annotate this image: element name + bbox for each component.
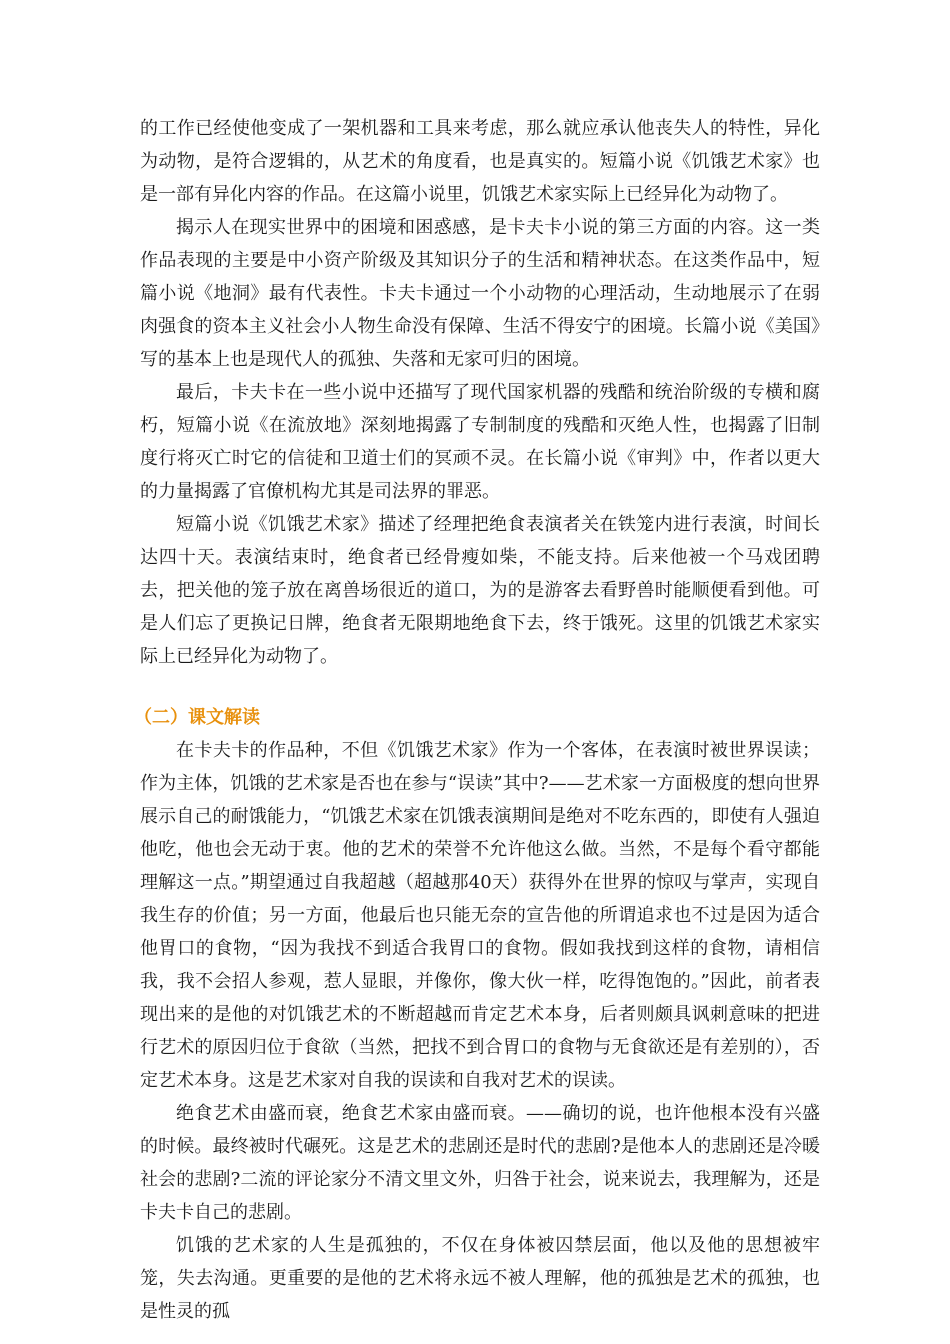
paragraph-misreading: 在卡夫卡的作品种，不但《饥饿艺术家》作为一个客体，在表演时被世界误读；作为主体，饥饿的艺术家是否也在参与“误读”其中?——艺术家一方面极度的想向世界展示自己的耐饿能力，“饥饿艺术家在饥饿表演期间是绝对不吃东西的，即使有人强迫他吃，他也会无动于衷。他的艺术的荣誉不允许他这么做。当然，不是每个看守都能理解这一点。”期望通过自我超越（超越那40天）获得外在世界的惊叹与掌声，实现自我生存的价值；另一方面，他最后也只能无奈的宣告他的所谓追求也不过是因为适合他胃口的食物，“因为我找不到适合我胃口的食物。假如我找到这样的食物，请相信我，我不会招人参观，惹人显眼，并像你，像大伙一样，吃得饱饱的。”因此，前者表现出来的是他的对饥饿艺术的不断超越而肯定艺术本身，后者则颇具讽刺意味的把进行艺术的原因归位于食欲（当然，把找不到合胃口的食物与无食欲还是有差别的），否定艺术本身。这是艺术家对自我的误读和自我对艺术的误读。 [140, 740, 820, 1091]
paragraph-loneliness: 饥饿的艺术家的人生是孤独的，不仅在身体被囚禁层面，他以及他的思想被牢笼，失去沟通。更重要的是他的艺术将永远不被人理解，他的孤独是艺术的孤独，也是性灵的孤 [140, 1235, 820, 1322]
document-page [134, 112, 820, 1328]
paragraph-tragedy: 绝食艺术由盛而衰，绝食艺术家由盛而衰。——确切的说，也许他根本没有兴盛的时候。最终被时代碾死。这是艺术的悲剧还是时代的悲剧?是他本人的悲剧还是冷暖社会的悲剧?二流的评论家分不清文里文外，归咎于社会，说来说去，我理解为，还是卡夫卡自己的悲剧。 [140, 1103, 820, 1223]
paragraph-alienation-continued: 的工作已经使他变成了一架机器和工具来考虑，那么就应承认他丧失人的特性，异化为动物，是符合逻辑的，从艺术的角度看，也是真实的。短篇小说《饥饿艺术家》也是一部有异化内容的作品。在这篇小说里，饥饿艺术家实际上已经异化为动物了。 [140, 118, 820, 205]
paragraph-third-aspect: 揭示人在现实世界中的困境和困惑感，是卡夫卡小说的第三方面的内容。这一类作品表现的主要是中小资产阶级及其知识分子的生活和精神状态。在这类作品中，短篇小说《地洞》最有代表性。卡夫卡通过一个小动物的心理活动，生动地展示了在弱肉强食的资本主义社会小人物生命没有保障、生活不得安宁的困境。长篇小说《美国》写的基本上也是现代人的孤独、失落和无家可归的困境。 [140, 217, 820, 370]
paragraph-state-machine: 最后，卡夫卡在一些小说中还描写了现代国家机器的残酷和统治阶级的专横和腐朽，短篇小说《在流放地》深刻地揭露了专制制度的残酷和灭绝人性，也揭露了旧制度行将灭亡时它的信徒和卫道士们的冥顽不灵。在长篇小说《审判》中，作者以更大的力量揭露了官僚机构尤其是司法界的罪恶。 [140, 382, 820, 502]
section-heading-text-interpretation: （二）课文解读 [134, 707, 260, 728]
paragraph-hunger-artist-summary: 短篇小说《饥饿艺术家》描述了经理把绝食表演者关在铁笼内进行表演，时间长达四十天。表演结束时，绝食者已经骨瘦如柴，不能支持。后来他被一个马戏团聘去，把关他的笼子放在离兽场很近的道口，为的是游客去看野兽时能顺便看到他。可是人们忘了更换记日牌，绝食者无限期地绝食下去，终于饿死。这里的饥饿艺术家实际上已经异化为动物了。 [140, 514, 820, 667]
